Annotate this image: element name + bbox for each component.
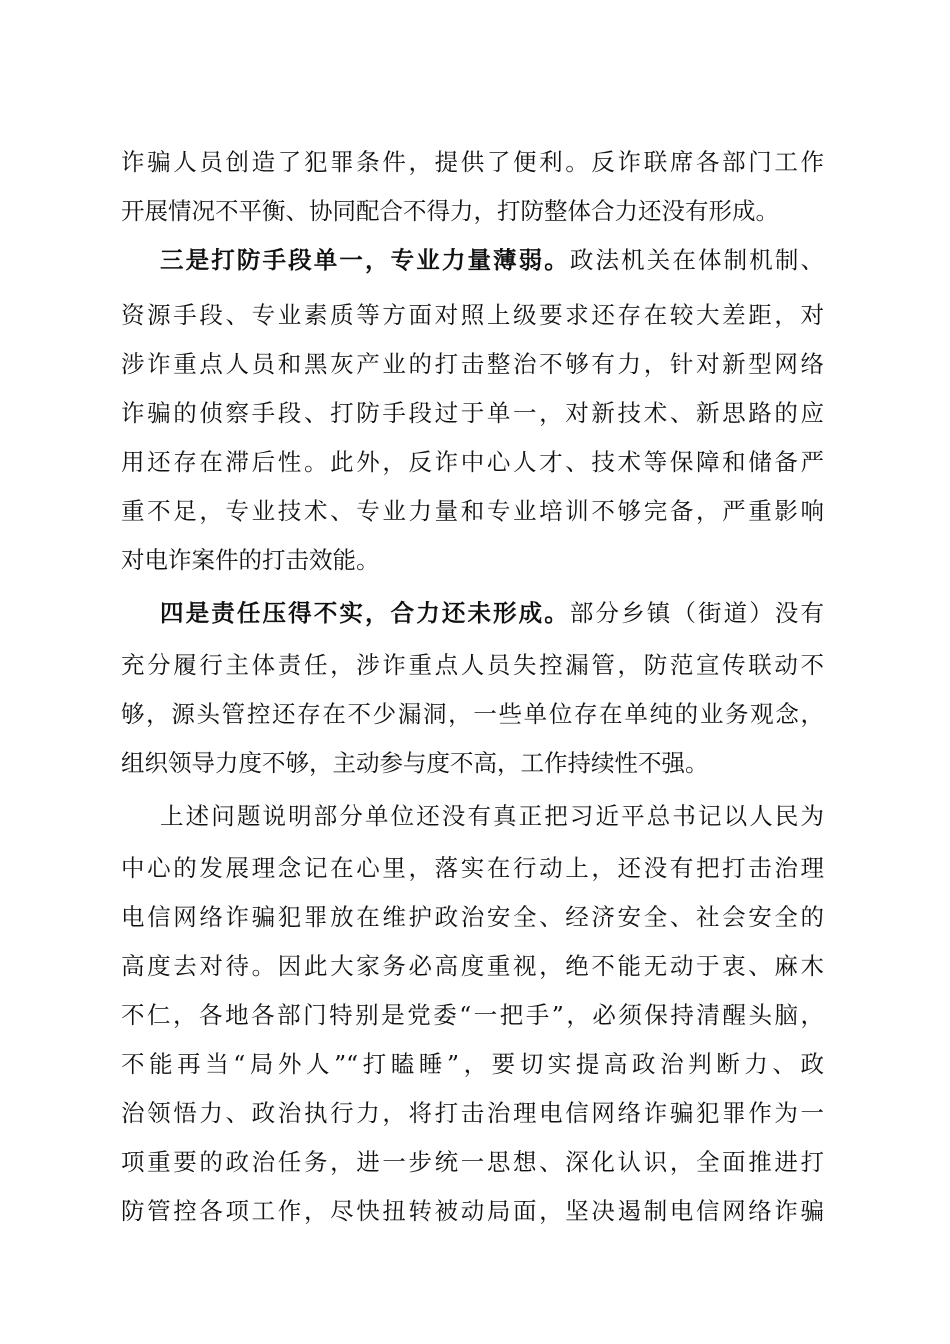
text-line: 不仁，各地各部门特别是党委“一把手”，必须保持清醒头脑， (121, 1001, 824, 1029)
text-line: 高度去对待。因此大家务必高度重视，绝不能无动于衷、麻木 (121, 952, 824, 980)
text-line: 电信网络诈骗犯罪放在维护政治安全、经济安全、社会安全的 (121, 903, 824, 931)
text-run: 部分乡镇（街道）没有 (569, 599, 825, 627)
text-line: 用还存在滞后性。此外，反诈中心人才、技术等保障和储备严 (121, 448, 824, 476)
text-line: 中心的发展理念记在心里，落实在行动上，还没有把打击治理 (121, 854, 824, 882)
paragraph-heading: 三是打防手段单一，专业力量薄弱。 (160, 246, 570, 274)
text-line: 诈骗的侦察手段、打防手段过于单一，对新技术、新思路的应 (121, 399, 824, 427)
text-line: 组织领导力度不够，主动参与度不高，工作持续性不强。 (121, 749, 709, 777)
text-line: 够，源头管控还存在不少漏洞，一些单位存在单纯的业务观念， (121, 700, 824, 728)
text-line: 防管控各项工作，尽快扭转被动局面，坚决遏制电信网络诈骗 (121, 1197, 824, 1225)
text-line: 开展情况不平衡、协同配合不得力，打防整体合力还没有形成。 (121, 197, 779, 225)
text-line: 涉诈重点人员和黑灰产业的打击整治不够有力，针对新型网络 (121, 350, 824, 378)
text-line: 充分履行主体责任，涉诈重点人员失控漏管，防范宣传联动不 (121, 651, 824, 679)
paragraph-first-line: 上述问题说明部分单位还没有真正把习近平总书记以人民为 (160, 802, 824, 830)
text-run: 政法机关在体制机制、 (569, 246, 825, 274)
paragraph-first-line (160, 591, 824, 635)
text-line: 不能再当“局外人”“打瞌睡”，要切实提高政治判断力、政 (121, 1050, 824, 1078)
text-line: 对电诈案件的打击效能。 (121, 546, 380, 574)
text-line: 诈骗人员创造了犯罪条件，提供了便利。反诈联席各部门工作 (121, 148, 824, 176)
text-line: 资源手段、专业素质等方面对照上级要求还存在较大差距，对 (121, 301, 824, 329)
text-line: 项重要的政治任务，进一步统一思想、深化认识，全面推进打 (121, 1148, 824, 1176)
text-line: 治领悟力、政治执行力，将打击治理电信网络诈骗犯罪作为一 (121, 1099, 824, 1127)
paragraph-heading: 四是责任压得不实，合力还未形成。 (160, 599, 570, 627)
paragraph-first-line (160, 238, 824, 282)
text-line: 重不足，专业技术、专业力量和专业培训不够完备，严重影响 (121, 497, 824, 525)
